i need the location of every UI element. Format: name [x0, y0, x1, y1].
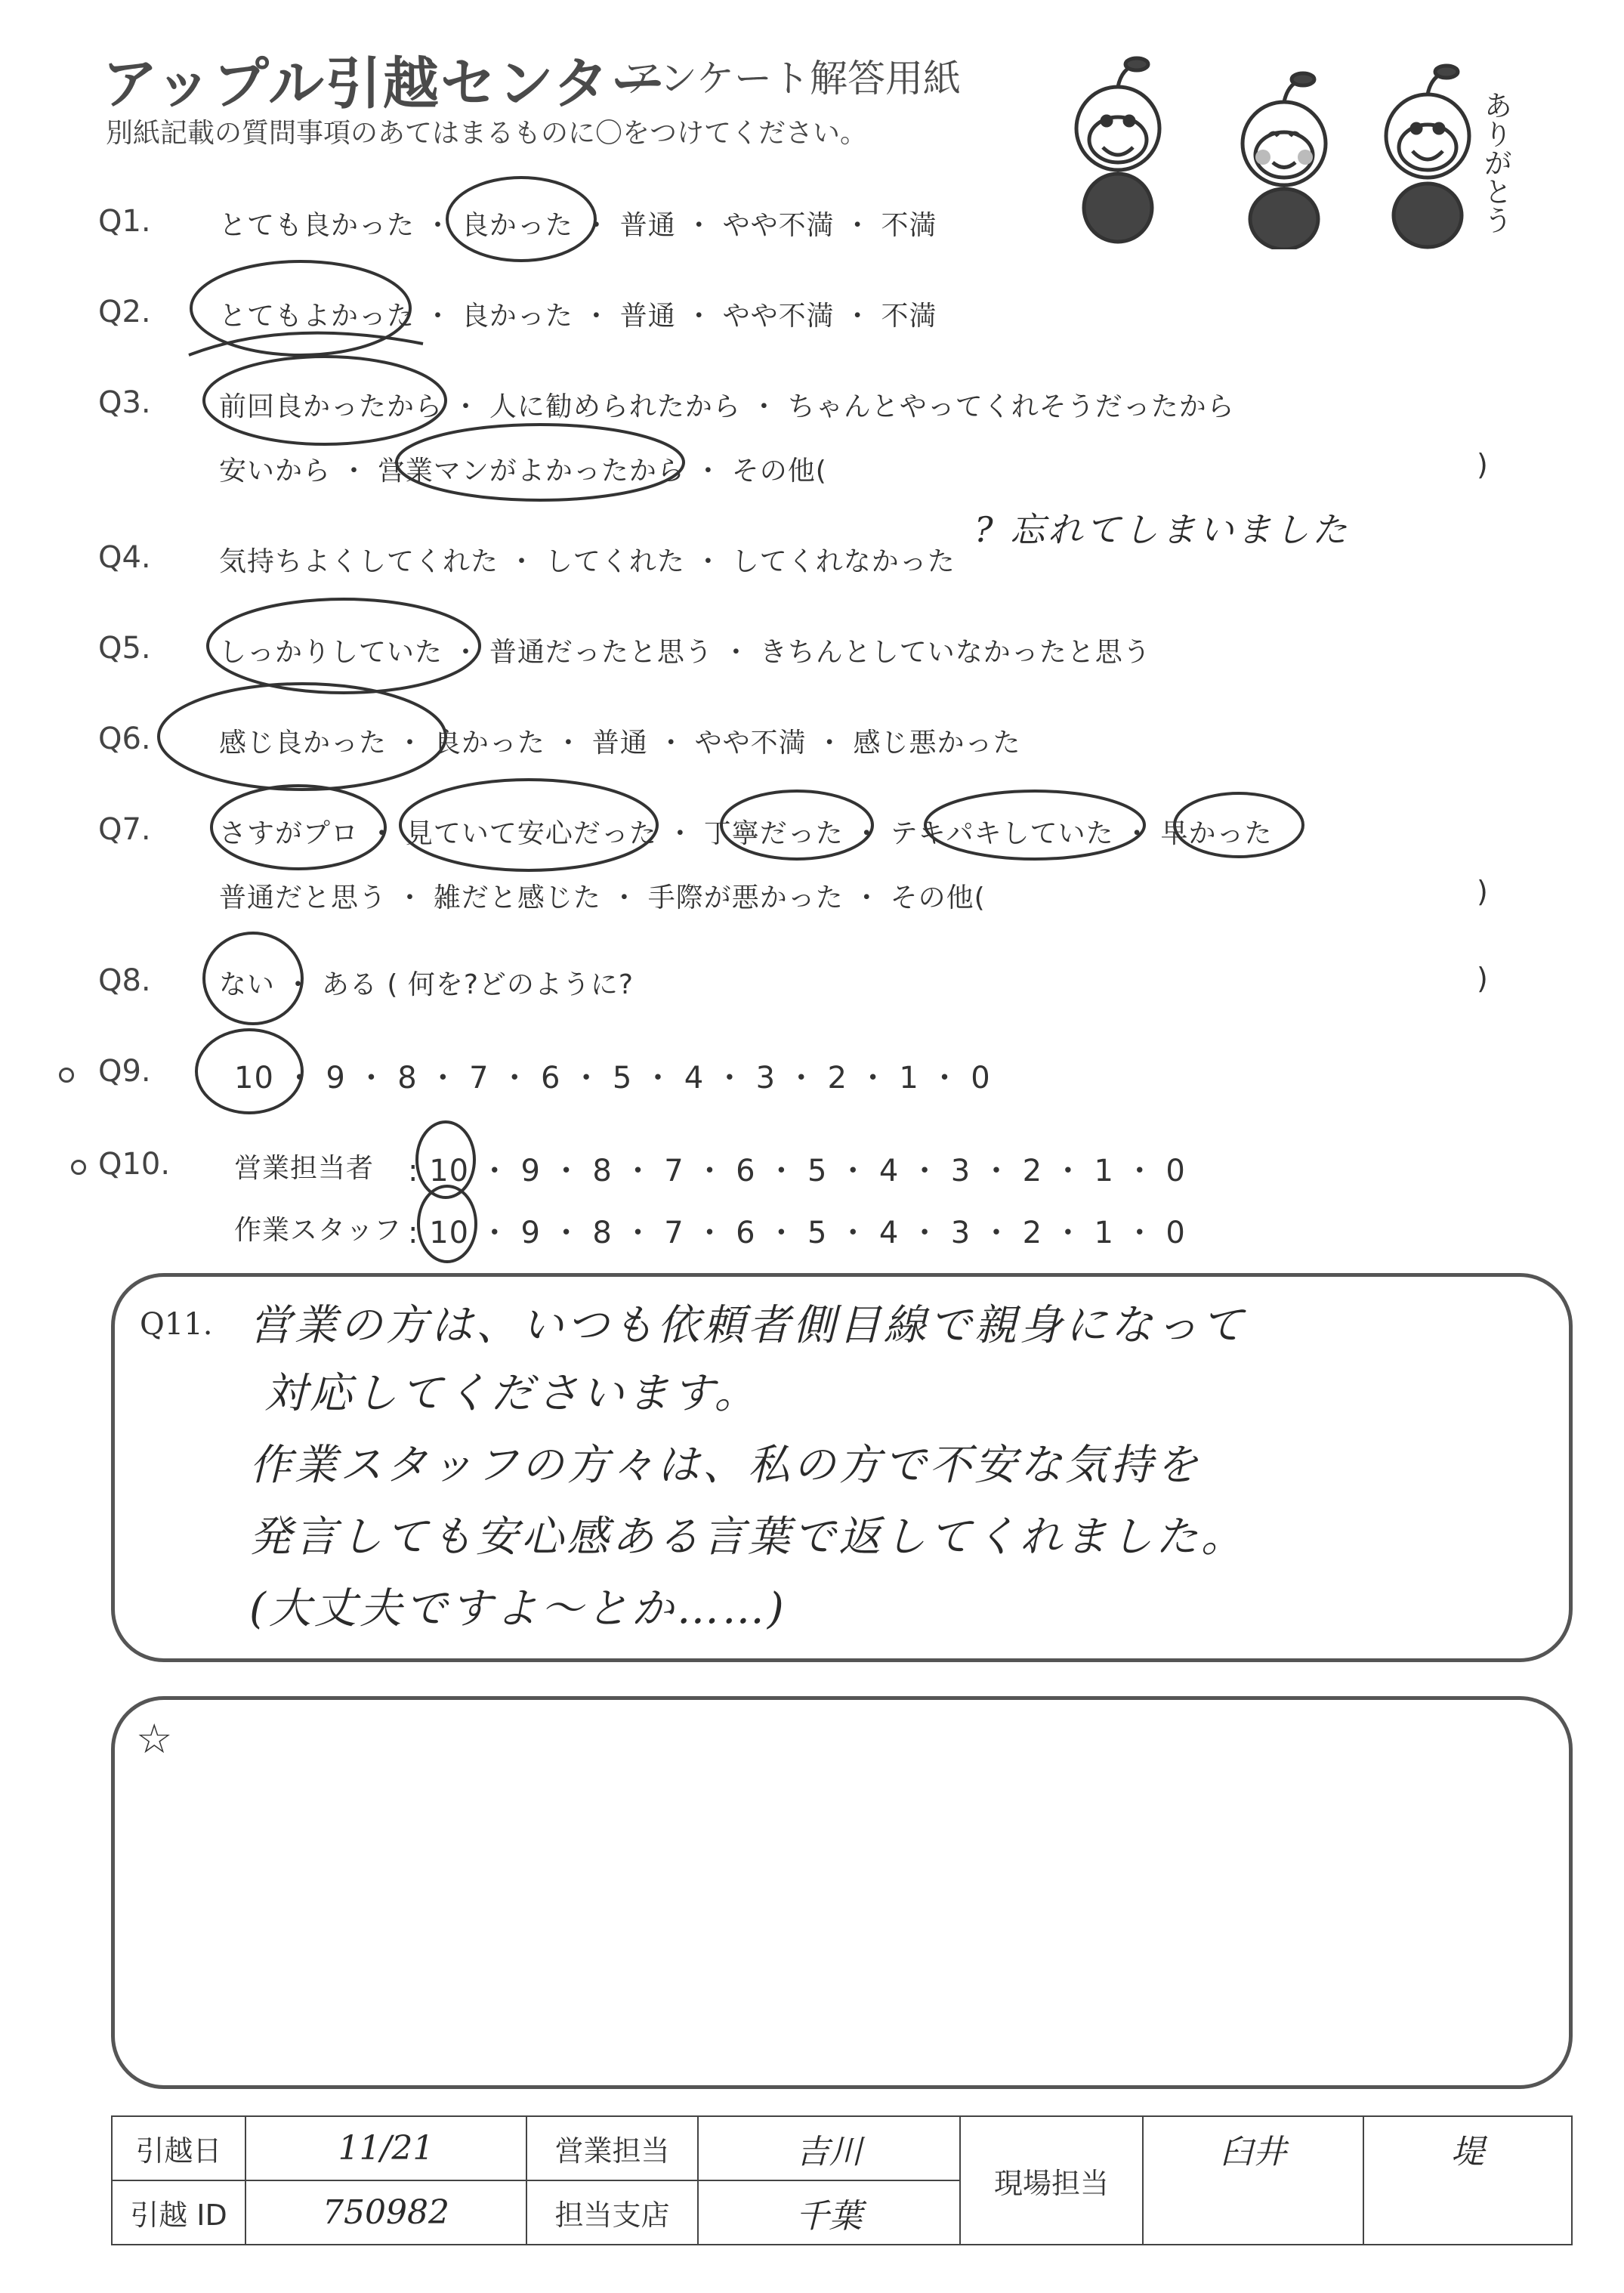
q8-circle-mark — [204, 933, 302, 1024]
q3-label: Q3. — [98, 385, 151, 420]
q8-close-paren: ) — [1477, 962, 1488, 995]
q5-label: Q5. — [98, 631, 151, 666]
q7-circle-mark-1 — [211, 786, 385, 869]
q11-text-line-1: 営業の方は、いつも依頼者側目線で親身になって — [249, 1301, 1246, 1350]
q6-circle-mark — [159, 684, 446, 790]
q4-handwritten-note: ? 忘れてしまいました — [974, 509, 1351, 550]
q3-options-2[interactable]: 安いから ・ 営業マンがよかったから ・ その他( — [219, 456, 827, 487]
q11-text-line-4: 発言しても安心感ある言葉で返してくれました。 — [249, 1513, 1246, 1562]
free-comment-box[interactable] — [111, 1696, 1573, 2089]
q6-label: Q6. — [98, 722, 151, 756]
q10-sales-label: 営業担当者 — [234, 1153, 375, 1184]
q1-options[interactable]: とても良かった ・ 良かった ・ 普通 ・ やや不満 ・ 不満 — [219, 210, 937, 241]
q7-options[interactable]: さすがプロ ・ 見ていて安心だった ・ 丁寧だった ・ テキパキしていた ・ 早かった — [219, 818, 1273, 849]
q10-sales-scale[interactable]: : 10 ・ 9 ・ 8 ・ 7 ・ 6 ・ 5 ・ 4 ・ 3 ・ 2 ・ 1 ・ 0 — [408, 1154, 1186, 1188]
move-id-value: 750982 — [245, 2180, 526, 2245]
form-subtitle: アンケート解答用紙 — [623, 57, 961, 100]
star-icon: ☆ — [136, 1715, 173, 1763]
instruction-text: 別紙記載の質問事項のあてはまるものに〇をつけてください。 — [106, 118, 868, 149]
q3-options[interactable]: 前回良かったから ・ 人に勧められたから ・ ちゃんとやってくれそうだったから — [219, 391, 1235, 422]
q9-circle-mark — [196, 1030, 302, 1113]
move-id-label: 引越 ID — [112, 2180, 245, 2245]
q7-close-paren: ) — [1477, 875, 1488, 908]
move-date-label: 引越日 — [112, 2116, 245, 2180]
q10-staff-label: 作業スタッフ — [234, 1215, 403, 1246]
q8-options[interactable]: ない ・ ある ( 何を?どのように? — [219, 969, 634, 1000]
q3-circle-mark-2 — [397, 425, 684, 500]
q2-label: Q2. — [98, 295, 151, 329]
q9-scale[interactable]: 10 ・ 9 ・ 8 ・ 7 ・ 6 ・ 5 ・ 4 ・ 3 ・ 2 ・ 1 ・ 0 — [234, 1061, 991, 1096]
q2-circle-mark — [191, 261, 410, 355]
q7-circle-mark-5 — [1175, 793, 1303, 857]
move-date-value: 11/21 — [245, 2116, 526, 2180]
company-title: アップル引越センター — [102, 51, 668, 116]
branch-label: 担当支店 — [526, 2180, 698, 2245]
q11-text-line-2: 対応してくださいます。 — [264, 1369, 760, 1418]
q5-circle-mark — [208, 599, 480, 693]
q10-staff-scale[interactable]: : 10 ・ 9 ・ 8 ・ 7 ・ 6 ・ 5 ・ 4 ・ 3 ・ 2 ・ 1 ・ 0 — [408, 1216, 1186, 1250]
q11-label: Q11. — [140, 1307, 213, 1342]
site-label: 現場担当 — [960, 2116, 1143, 2245]
q3-circle-mark — [204, 357, 446, 444]
q7-label: Q7. — [98, 812, 151, 847]
q3-close-paren: ) — [1477, 448, 1488, 481]
q7-options-2[interactable]: 普通だと思う ・ 雑だと感じた ・ 手際が悪かった ・ その他( — [219, 882, 986, 913]
q4-options[interactable]: 気持ちよくしてくれた ・ してくれた ・ してくれなかった — [219, 546, 956, 577]
q9-label: Q9. — [98, 1054, 151, 1089]
site-value-2: 堤 — [1363, 2116, 1572, 2245]
footer-info-table — [111, 2115, 1573, 2245]
site-value-1: 臼井 — [1143, 2116, 1363, 2245]
q2-options[interactable]: とてもよかった ・ 良かった ・ 普通 ・ やや不満 ・ 不満 — [219, 301, 937, 332]
q10-label: Q10. — [98, 1147, 171, 1182]
sales-value: 吉川 — [698, 2116, 960, 2180]
q5-options[interactable]: しっかりしていた ・ 普通だったと思う ・ きちんとしていなかったと思う — [219, 637, 1151, 668]
branch-value: 千葉 — [698, 2180, 960, 2245]
q11-text-line-3: 作業スタッフの方々は、私の方で不安な気持を — [249, 1441, 1201, 1490]
q7-circle-mark-4 — [925, 791, 1144, 859]
q1-circle-mark — [447, 178, 595, 261]
q7-circle-mark-3 — [721, 791, 872, 859]
q6-options[interactable]: 感じ良かった ・ 良かった ・ 普通 ・ やや不満 ・ 感じ悪かった — [219, 728, 1021, 759]
sales-label: 営業担当 — [526, 2116, 698, 2180]
q1-label: Q1. — [98, 204, 151, 239]
q8-label: Q8. — [98, 963, 151, 998]
q11-text-line-5: (大丈夫ですよ〜とか……) — [249, 1584, 787, 1633]
q4-label: Q4. — [98, 540, 151, 575]
thanks-text: ありがとう — [1479, 91, 1512, 234]
q7-circle-mark-2 — [400, 780, 657, 870]
